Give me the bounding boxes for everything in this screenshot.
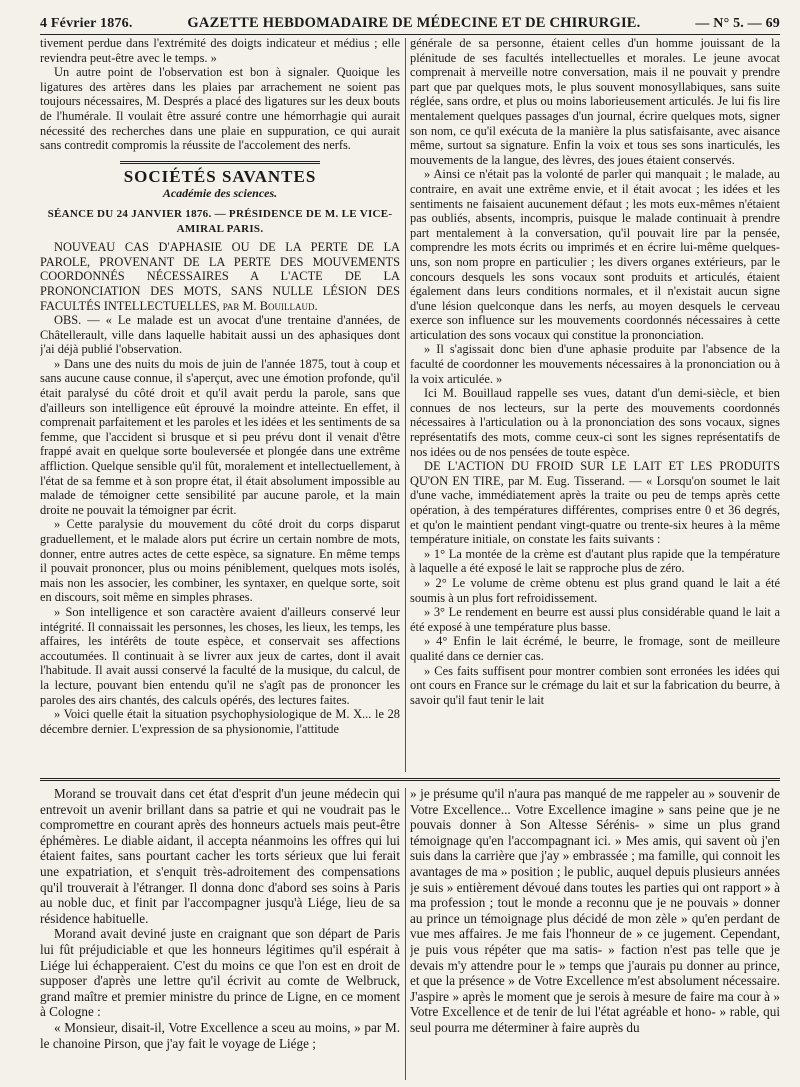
page-header <box>40 6 780 32</box>
paragraph: » je présume qu'il n'aura pas manqué de me rappeler au » souvenir de Votre Excellence... Votre Excellence imagine » sans peine que je ne pouvais donner à Son Altesse Sérénis- » sime un plus grand témoignage qu'en l'accompagnant ici. » Mes amis, qui savent où j'en suis dans la carrière que j'ay » embrassée ; ma famille, qui connoit les avantages de ma » position ; le public, auquel depuis plusieurs années je suis » entièrement dévoué dans toutes les parties qui ont rapport » à ma profession ; tout le monde a reconnu que je ne pouvais » donner au prince un témoignage plus décidé de mon zèle » qu'en perdant de vue mes affaires. Je me fais l'honneur de » ce jugement. Cependant, je puis vous répéter que ma satis- » faction n'est pas telle que je devais m'y attendre pour le » temps que j'aurais pu donner au prince, et que la présence » de Votre Excellence m'est absolument nécessaire. J'aspire » après le moment que je serois à mesure de faire ma cour à » Votre Excellence et de tenir de lui l'état agréable et hono- » rable, qui seul pourra me déterminer à faire auprès du <box>410 786 780 1035</box>
page-number: 69 <box>765 16 780 31</box>
header-rule <box>40 34 780 35</box>
journal-title: GAZETTE HEBDOMADAIRE DE MÉDECINE ET DE CHIRURGIE. <box>187 15 641 31</box>
column-left-bottom <box>40 786 400 1082</box>
paragraph: OBS. — « Le malade est un avocat d'une trentaine d'années, de Châtellerault, ville dans laquelle habitait aussi un des aphasiques dont j'ai déjà publié l'observation. <box>40 313 400 357</box>
paragraph: DE L'ACTION DU FROID SUR LE LAIT ET LES PRODUITS QU'ON EN TIRE, par M. Eug. Tisserand. — « Lorsqu'on soumet le lait d'une vache, immédiatement après la traite ou peu de temps après cette opération, à des températures différentes, comprises entre 0 et 36 degrés, et qu'on le maintient pendant vingt-quatre ou trente-six heures à la même température initiale, on constate les faits suivants : <box>410 459 780 547</box>
issue-number: — N° 5. — <box>695 16 762 31</box>
paragraph: » 2° Le volume de crème obtenu est plus grand quand le lait a été soumis à un plus fort refroidissement. <box>410 575 780 605</box>
paragraph: » 1° La montée de la crème est d'autant plus rapide que la température à laquelle a été exposé le lait se rapproche plus de zéro. <box>410 546 780 576</box>
column-divider-bottom <box>405 788 406 1080</box>
column-left-top <box>40 36 400 774</box>
paragraph: » Dans une des nuits du mois de juin de l'année 1875, tout à coup et sans aucune cause connue, il s'aperçut, avec une émotion profonde, qu'il était paralysé du côté droit et qu'il avait perdu la parole, sans que d'ailleurs son intelligence eût éprouvé la moindre atteinte. En effet, il comprenait parfaitement et les paroles et les idées et les sentiments de sa femme, que l'accident si brusque et si peu prévu dont il venait d'être frappé avait en quelque sorte bouleversée et plongée dans une extrême affliction. Quelque sensible qu'il fût, moralement et intellectuellement, à l'état de sa femme et à son propre état, il était absolument impossible au malade de témoigner cette sensibilité par aucune parole, et la main droite ne pouvait la témoigner par écrit. <box>40 356 400 517</box>
issue-number-group <box>695 16 780 32</box>
paragraph: « Monsieur, disait-il, Votre Excellence a sceu au moins, » par M. le chanoine Pirson, que j'ay fait le voyage de Liége ; <box>40 1019 400 1051</box>
paragraph: » 4° Enfin le lait écrémé, le beurre, le fromage, sont de meilleure qualité dans ce dernier cas. <box>410 634 780 663</box>
column-right-bottom <box>410 786 780 1082</box>
paragraph: » Ainsi ce n'était pas la volonté de parler qui manquait ; le malade, au contraire, en avait une extrême envie, et il était avocat ; les idées et les sentiments ne faisaient aucunement défaut ; les mots eux-mêmes n'étaient pas oubliés, absents, incompris, puisque le malade continuait à prendre part mentalement à la conversation, qu'il pouvait lire par la pensée, comprendre les mots écrits ou imprimés et en écrire lui-même quelques-uns, son nom propre en particulier ; les divers organes extérieurs, par le concours desquels les sons vocaux sont produits et articulés, étaient également dans leurs conditions normales, et il n'existait aucun signe d'une lésion quelconque dans les nerfs, au moyen desquels le cerveau exerce son influence sur les mouvements coordonnés nécessaires à cette articulation des sons vocaux qui constitue la prononciation. <box>410 167 780 342</box>
paragraph: » Ces faits suffisent pour montrer combien sont erronées les idées qui ont cours en France sur le crémage du lait et sur la fabrication du beurre, à savoir qu'il faut tenir le lait <box>410 663 780 707</box>
paragraph: Morand avait deviné juste en craignant que son départ de Paris lui fût préjudiciable et que les honneurs légitimes qu'il espérait à Liége lui échapperaient. C'est du moins ce que l'on est en droit de supposer d'après une lettre qu'il écrivit au comte de Welbruck, grand maître et premier ministre du prince de Ligne, en ce moment à Cologne : <box>40 926 400 1020</box>
paragraph: générale de sa personne, étaient celles d'un homme jouissant de la plénitude de ses facultés intellectuelles et morales. Le jeune avocat comprenait à merveille notre conversation, mais il ne pouvait y prendre part que par quelques mots, le plus souvent monosyllabiques, sans suite réglée, sans ordre, et plus ou moins laborieusement articulés. Je lui fis lire mentalement quelques passages d'un journal, écrire quelques mots, signer son nom, ce qu'il exécuta de la manière la plus satisfaisante, avec aisance même, surtout sa signature. Enfin la voix et tous ses sons inarticulés, les mouvements de la langue, des lèvres, des joues étaient conservés. <box>410 36 780 167</box>
column-right-top <box>410 36 780 774</box>
issue-date: 4 Février 1876. <box>40 16 133 31</box>
academy-title: Académie des sciences. <box>162 186 278 201</box>
paragraph: » Il s'agissait donc bien d'une aphasie produite par l'absence de la faculté de coordonner les mouvements nécessaires à la prononciation ou à la voix articulée. » <box>410 342 780 386</box>
section-title: SOCIÉTÉS SAVANTES <box>123 166 317 186</box>
paragraph: Un autre point de l'observation est bon à signaler. Quoique les ligatures des artères dans les plaies par arrachement ne soient pas toujours nécessaires, M. Després a placé des ligatures sur les deux bouts de l'humérale. Il voulait être assuré contre une hémorrhagie qui aurait nécessité des recherches dans une plaie en suppuration, ce qui aurait sans contredit compromis la réussite de l'accolement des nerfs. <box>40 65 400 153</box>
article-title: NOUVEAU CAS D'APHASIE OU DE LA PERTE DE LA PAROLE, PROVENANT DE LA PERTE DES MOUVEMENTS COORDONNÉS NÉCESSAIRES A L'ACTE DE LA PRONONCIATION DES MOTS, SANS NULLE LÉSION DES FACULTÉS INTELLECTUELLES, par M. Bouillaud. <box>40 240 400 313</box>
paragraph: tivement perdue dans l'extrémité des doigts indicateur et médius ; elle reviendra peut-être avec le temps. » <box>40 36 400 65</box>
column-divider-top <box>405 38 406 772</box>
paragraph: Ici M. Bouillaud rappelle ses vues, datant d'un demi-siècle, et bien connues de nos lecteurs, sur la perte des mouvements coordonnés nécessaires à l'articulation ou à la prononciation des sons vocaux, signes représentatifs des mots, comme ceux-ci sont les signes représentatifs de nos idées ou de nos pensées de toute espèce. <box>410 386 780 459</box>
seance-heading: SÉANCE DU 24 JANVIER 1876. — PRÉSIDENCE DE M. LE VICE-AMIRAL PARIS. <box>47 207 393 235</box>
paragraph: » 3° Le rendement en beurre est aussi plus considérable quand le lait a été exposé à une température plus basse. <box>410 605 780 634</box>
feuilleton-rule <box>40 778 780 781</box>
paragraph: » Cette paralysie du mouvement du côté droit du corps disparut graduellement, et le malade alors put écrire un certain nombre de mots, donner, entre autres actes de cette espèce, sa signature. En même temps il pouvait prononcer, plus ou moins péniblement, quelques mots isolés, mais non les associer, les combiner, les syntaxer, en quelque sorte, soit en discours, soit même en simples phrases. <box>40 517 400 605</box>
paragraph: » Son intelligence et son caractère avaient d'ailleurs conservé leur intégrité. Il connaissait les personnes, les choses, les lieux, les temps, les affaires, les intérêts de toute espèce, et conservait ses affections accoutumées. Il continuait à se livrer aux jeux de cartes, dont il avait l'habitude. Il avait aussi conservé la faculté de la musique, du calcul, de la lecture, pouvant bien entendu qu'il ne s'agît pas de prononcer les paroles des airs chantés, des calculs opérés, des lectures faites. <box>40 604 400 707</box>
paragraph: » Voici quelle était la situation psychophysiologique de M. X... le 28 décembre dernier. L'expression de sa physionomie, l'attitude <box>40 707 400 736</box>
paragraph: Morand se trouvait dans cet état d'esprit d'un jeune médecin qui entrevoit un avenir brillant dans sa patrie et qui ne voudrait pas le compromettre en courant après des honneurs actuels mais peut-être éphémères. Le diable aidant, il accepta néanmoins les offres qui lui étaient faites, sans pourtant cacher les torts sérieux que lui ferait une expatriation, et s'enquit très-adroitement des compensations qu'il trouverait à l'étranger. Il donna donc d'abord ses soins à Paris au noble duc, et finit par l'accompagner jusqu'à Liége, lieu de sa résidence habituelle. <box>40 786 400 926</box>
section-divider <box>120 161 320 164</box>
